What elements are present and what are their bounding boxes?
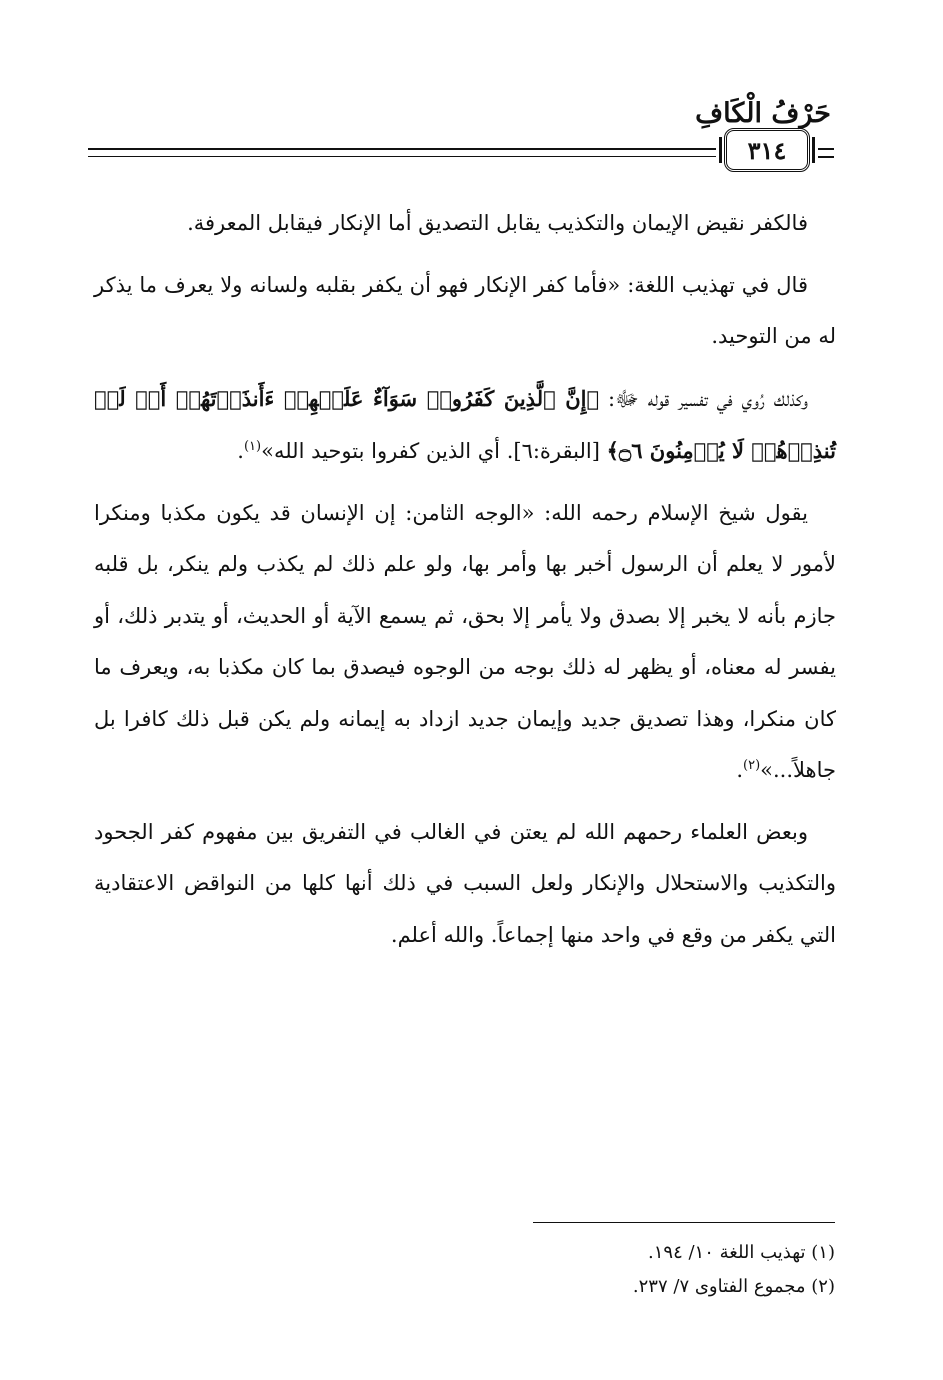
verse-reference: [البقرة:٦]. أي الذين كفروا بتوحيد الله» — [261, 439, 607, 463]
paragraph: وبعض العلماء رحمهم الله لم يعتن في الغالب في التفريق بين مفهوم كفر الجحود والتكذيب والاستحلال والإنكار ولعل السبب في ذلك أنها كلها من النواقض الاعتقادية التي يكفر من وقع في واحد منها إجماعاً. والله أعلم. — [94, 819, 836, 947]
header-rule — [88, 148, 716, 150]
quran-verse: ﴿إِنَّ ٱلَّذِينَ كَفَرُوا۟ سَوَآءٌ عَلَيۡهِمۡ ءَأَنذَرۡتَهُمۡ أَمۡ لَمۡ تُنذِرۡهُمۡ لَا يُؤۡمِنُونَ ۝٦﴾ — [94, 385, 836, 463]
body-text — [94, 198, 836, 971]
paragraph: يقول شيخ الإسلام رحمه الله: «الوجه الثامن: إن الإنسان قد يكون مكذبا ومنكرا لأمور لا يعلم أن الرسول أخبر بها وأمر بها، ولو علم ذلك لم يكذب ولم ينكر، بل قلبه جازم بأنه لا يخبر إلا بصدق ولا يأمر إلا بحق، ثم يسمع الآية أو الحديث، أو يتدبر ذلك، أو يفسر له معناه، أو يظهر له ذلك بوجه من الوجوه فيصدق بما كان مكذبا به، ويعرف ما كان منكرا، وهذا تصديق جديد وإيمان جديد ازداد به إيمانه ولم يكن قبل ذلك كافرا بل جاهلاً...»$^{(٢)}$. — [94, 500, 836, 782]
header-rule — [818, 156, 834, 158]
paragraph: وكذلك رُوي في تفسير قوله ﷻ: ﴿إِنَّ ٱلَّذِينَ كَفَرُوا۟ سَوَآءٌ عَلَيۡهِمۡ ءَأَنذَرۡتَهُمۡ أَمۡ لَمۡ تُنذِرۡهُمۡ لَا يُؤۡمِنُونَ ۝٦﴾ [البقرة:٦]. أي الذين كفروا بتوحيد الله»$^{(١)}$. — [94, 385, 836, 463]
header-rule — [88, 156, 716, 157]
paragraph: قال في تهذيب اللغة: «فأما كفر الإنكار فهو أن يكفر بقلبه ولسانه ولا يعرف ما يذكر له من التوحيد. — [94, 272, 836, 348]
footnote-marker: (١) — [243, 439, 262, 454]
footnote: (٢) مجموع الفتاوى ٧/ ٢٣٧. — [632, 1276, 835, 1297]
footnote-marker: (٢) — [743, 758, 761, 773]
header-rule — [818, 148, 834, 150]
quote-text: يقول شيخ الإسلام رحمه الله: «الوجه الثامن: إن الإنسان قد يكون مكذبا ومنكرا لأمور لا يعلم أن الرسول أخبر بها وأمر بها، ولو علم ذلك لم يكذب ولم ينكر، بل قلبه جازم بأنه لا يخبر إلا بصدق ولا يأمر إلا بحق، ثم يسمع الآية أو الحديث، أو يتدبر ذلك، أو يفسر له معناه، أو يظهر له ذلك بوجه من الوجوه فيصدق بما كان مكذبا به، ويعرف ما كان منكرا، وهذا تصديق جديد وإيمان جديد ازداد به إيمانه ولم يكن قبل ذلك كافرا بل جاهلاً...» — [94, 500, 836, 782]
paragraph-intro: وكذلك رُوي في تفسير قوله ﷻ: — [599, 386, 808, 411]
footnote-separator — [533, 1222, 835, 1223]
page-number: ٣١٤ — [724, 128, 810, 172]
footnotes — [633, 1236, 835, 1304]
paragraph: فالكفر نقيض الإيمان والتكذيب يقابل التصديق أما الإنكار فيقابل المعرفة. — [187, 211, 808, 235]
footnote: (١) تهذيب اللغة ١٠/ ١٩٤. — [648, 1242, 835, 1263]
chapter-title: حَرْفُ الْكَافِ — [695, 98, 831, 129]
